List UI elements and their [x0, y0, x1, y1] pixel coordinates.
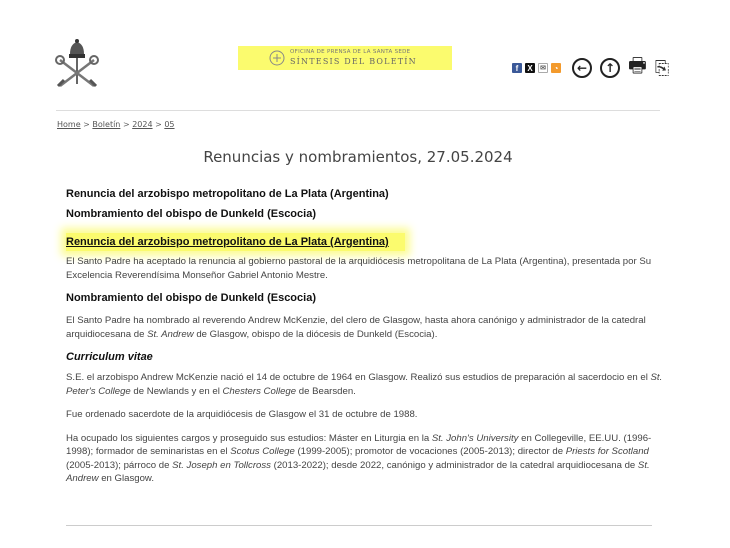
cv-paragraph-3	[66, 432, 666, 486]
toolbar	[512, 53, 670, 80]
section-body-dunkeld	[66, 314, 666, 341]
breadcrumb-boletin[interactable]: Boletín	[92, 120, 121, 129]
italic-span: Chesters College	[222, 385, 297, 397]
pdf-icon[interactable]: ⎘	[654, 57, 670, 79]
cv-paragraph-2: Fue ordenado sacerdote de la arquidiócesis de Glasgow el 31 de octubre de 1988.	[66, 409, 418, 420]
breadcrumb-separator: >	[122, 120, 130, 129]
breadcrumb-month[interactable]: 05	[164, 120, 175, 129]
breadcrumb-separator: >	[83, 120, 90, 129]
italic-span: Priests for Scotland	[565, 446, 649, 457]
page-title: Renuncias y nombramientos, 27.05.2024	[203, 148, 513, 166]
curriculum-vitae-heading: Curriculum vitae	[66, 351, 153, 363]
italic-span: St. Peter's College	[66, 372, 663, 397]
italic-span: St. Joseph en Tollcross	[172, 459, 271, 471]
text-span: El Santo Padre ha nombrado al reverendo Andrew McKenzie, del clero de Glasgow, hasta ahora canónigo y administrador de la catedral arquidiocesana de	[66, 315, 646, 340]
section-body-la-plata: El Santo Padre ha aceptado la renuncia al gobierno pastoral de la arquidiócesis metropolitana de La Plata (Argentina), presentada por Su Excelencia Reverendísima Monseñor Gabriel Antonio Mestre.	[66, 256, 652, 281]
print-icon[interactable]: 🖶	[628, 53, 647, 77]
text-span: de Glasgow, obispo de la diócesis de Dunkeld (Escocia).	[193, 328, 438, 340]
breadcrumb-home[interactable]: Home	[57, 120, 81, 129]
breadcrumb	[57, 120, 175, 129]
italic-span: St. Andrew	[66, 459, 650, 484]
section-heading-la-plata-highlighted	[66, 233, 405, 251]
text-span: en Collegeville, EE.UU. (1996-1998); formador de seminaristas en el	[66, 432, 652, 457]
bulletin-banner	[238, 46, 452, 70]
text-span: en Glasgow.	[98, 473, 154, 484]
breadcrumb-year[interactable]: 2024	[132, 120, 153, 129]
text-span: de Bearsden.	[296, 385, 356, 397]
banner-subtitle: OFICINA DE PRENSA DE LA SANTA SEDE	[290, 49, 411, 56]
banner-title: SÍNTESIS DEL BOLETÍN	[290, 56, 417, 66]
article-content	[66, 188, 666, 486]
section-heading-la-plata[interactable]: Renuncia del arzobispo metropolitano de La Plata (Argentina)	[66, 236, 389, 248]
facebook-icon[interactable]: f	[512, 63, 522, 73]
footer-divider	[66, 525, 652, 526]
press-office-logo	[268, 49, 286, 67]
section-heading-dunkeld: Nombramiento del obispo de Dunkeld (Escocia)	[66, 292, 316, 304]
mail-icon[interactable]: ✉	[538, 63, 548, 73]
cv-paragraph-1	[66, 371, 666, 398]
text-span: (2013-2022); desde 2022, canónigo y administrador de la catedral arquidiocesana de	[270, 459, 638, 471]
italic-span: Scotus College	[230, 446, 295, 457]
breadcrumb-separator: >	[155, 120, 162, 129]
text-span: S.E. el arzobispo Andrew McKenzie nació el 14 de octubre de 1964 en Glasgow. Realizó sus estudios de preparación al sacerdocio en el	[66, 372, 651, 383]
text-span: Ha ocupado los siguientes cargos y proseguido sus estudios: Máster en Liturgia en la	[66, 432, 432, 444]
up-arrow-icon[interactable]: ↑	[600, 58, 620, 78]
rss-icon[interactable]: ◔	[551, 63, 561, 73]
back-arrow-icon[interactable]: ←	[572, 58, 592, 78]
toc-link-la-plata[interactable]: Renuncia del arzobispo metropolitano de La Plata (Argentina)	[66, 188, 389, 200]
toc-link-dunkeld[interactable]: Nombramiento del obispo de Dunkeld (Escocia)	[66, 208, 316, 220]
text-span: de Newlands y en el	[130, 385, 223, 397]
holy-see-coat-of-arms-logo	[52, 38, 102, 90]
text-span: (1999-2005); promotor de vocaciones (2005-2013); director de	[294, 446, 566, 457]
header-divider	[56, 110, 660, 111]
text-span: (2005-2013); párroco de	[66, 459, 173, 471]
italic-span: St. Andrew	[147, 328, 194, 340]
x-share-icon[interactable]: X	[525, 63, 535, 73]
italic-span: St. John's University	[431, 432, 519, 444]
